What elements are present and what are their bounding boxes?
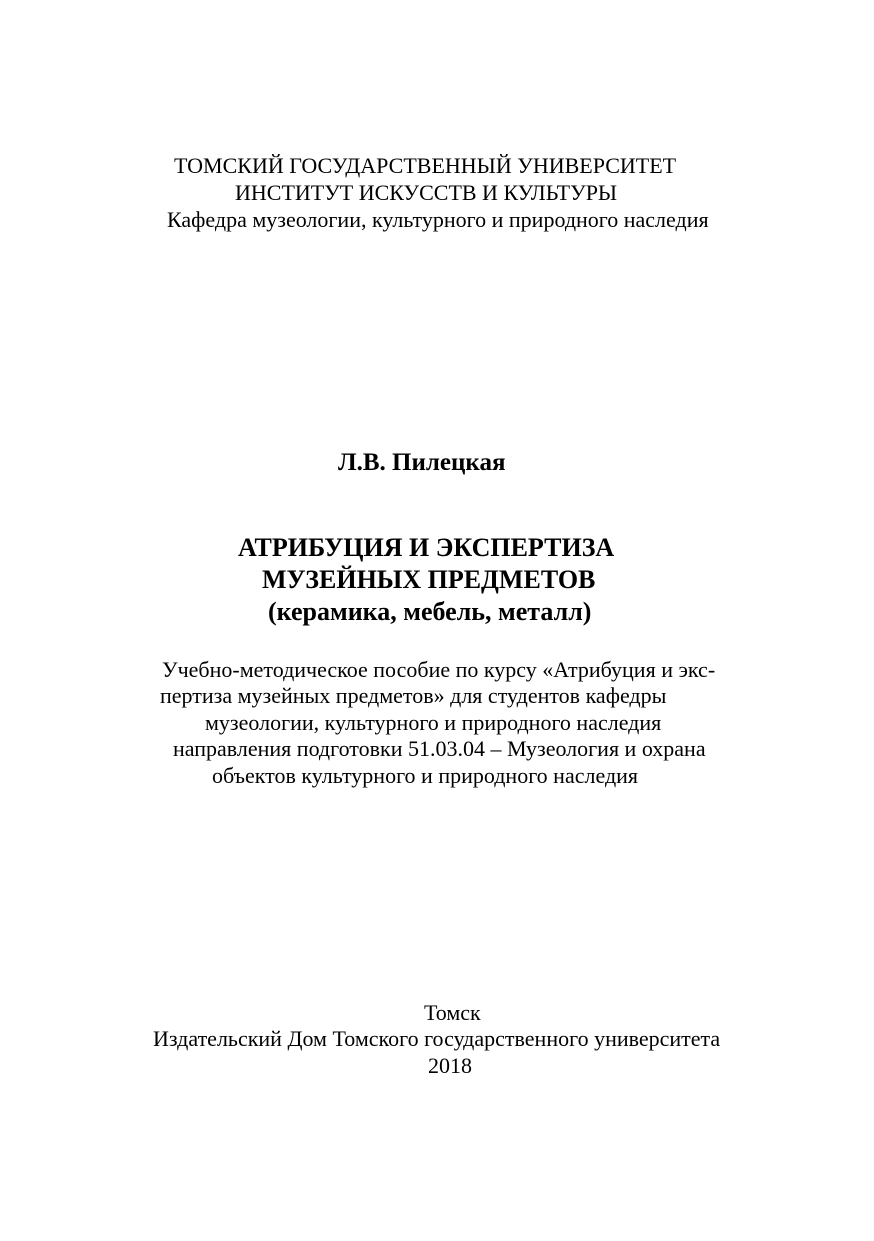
description-line-1: Учебно-методическое пособие по курсу «Атрибуция и экс- [162, 657, 716, 682]
title-line-1: АТРИБУЦИЯ И ЭКСПЕРТИЗА [238, 533, 615, 562]
description-line-5: объектов культурного и природного наследия [212, 763, 639, 788]
description-line-3: музеологии, культурного и природного наследия [205, 710, 662, 735]
description-line-4: направления подготовки 51.03.04 – Музеология и охрана [173, 736, 706, 761]
university-name: ТОМСКИЙ ГОСУДАРСТВЕННЫЙ УНИВЕРСИТЕТ [174, 153, 677, 178]
imprint-year: 2018 [428, 1053, 472, 1078]
title-subtitle: (керамика, мебель, металл) [268, 597, 592, 626]
author-name: Л.В. Пилецкая [338, 449, 506, 476]
title-line-2: МУЗЕЙНЫХ ПРЕДМЕТОВ [262, 565, 596, 594]
imprint-city: Томск [424, 1000, 481, 1025]
department-name: Кафедра музеологии, культурного и природного наследия [167, 207, 709, 232]
description-line-2: пертиза музейных предметов» для студентов кафедры [160, 683, 667, 708]
institute-name: ИНСТИТУТ ИСКУССТВ И КУЛЬТУРЫ [235, 180, 618, 205]
imprint-publisher: Издательский Дом Томского государственного университета [153, 1026, 721, 1051]
